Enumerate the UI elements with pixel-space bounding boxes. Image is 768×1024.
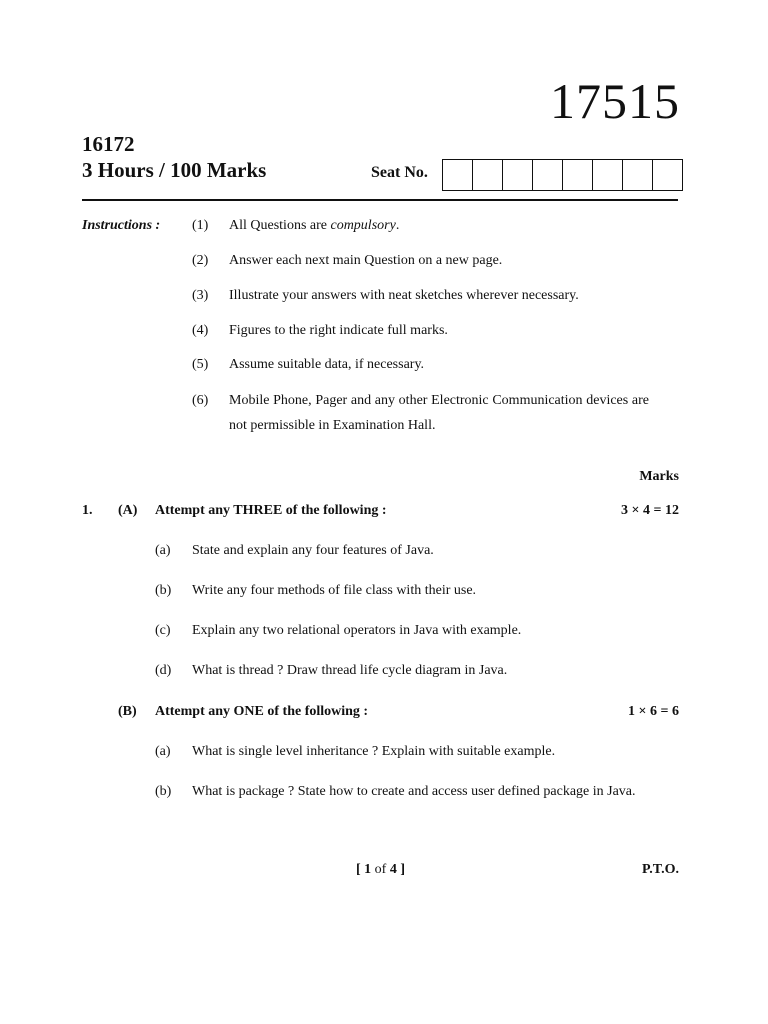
sub-question-label: (b) <box>155 583 172 598</box>
sub-question-text: Write any four methods of file class with their use. <box>192 583 477 598</box>
sub-question-text: State and explain any four features of Java. <box>192 543 434 558</box>
instruction-emphasis: compulsory <box>330 218 396 233</box>
seat-box[interactable] <box>443 160 473 190</box>
sub-question-label: (a) <box>155 543 171 558</box>
total-pages: 4 <box>389 862 397 877</box>
instruction-number: (6) <box>192 393 209 408</box>
seat-box[interactable] <box>653 160 682 190</box>
section-title: Attempt any THREE of the following : <box>155 503 387 518</box>
section-label: (A) <box>118 503 138 518</box>
sub-question-label: (c) <box>155 623 171 638</box>
please-turn-over: P.T.O. <box>642 862 679 877</box>
seat-number-boxes[interactable] <box>442 159 683 191</box>
instruction-number: (2) <box>192 253 209 268</box>
instruction-text: All Questions are compulsory. <box>229 218 400 233</box>
sub-question-text: What is single level inheritance ? Explain with suitable example. <box>192 744 556 759</box>
instruction-text: Figures to the right indicate full marks. <box>229 323 448 338</box>
sub-question-text: Explain any two relational operators in Java with example. <box>192 623 522 638</box>
instruction-text: Answer each next main Question on a new page. <box>229 253 503 268</box>
instruction-text: Illustrate your answers with neat sketches wherever necessary. <box>229 288 579 303</box>
section-marks: 3 × 4 = 12 <box>621 503 679 518</box>
sub-question-label: (d) <box>155 663 172 678</box>
marks-heading: Marks <box>639 469 679 484</box>
page-indicator: [ 1 of 4 ] <box>356 862 406 877</box>
instruction-number: (3) <box>192 288 209 303</box>
instruction-number: (5) <box>192 357 209 372</box>
instructions-label: Instructions : <box>82 218 161 233</box>
section-title: Attempt any ONE of the following : <box>155 704 369 719</box>
seat-box[interactable] <box>593 160 623 190</box>
sub-question-text: What is thread ? Draw thread life cycle diagram in Java. <box>192 663 508 678</box>
sub-question-label: (b) <box>155 784 172 799</box>
seat-box[interactable] <box>473 160 503 190</box>
instruction-number: (4) <box>192 323 209 338</box>
instruction-text: Mobile Phone, Pager and any other Electronic Communication devices are not permissible in Examination Hall. <box>229 393 649 433</box>
section-marks: 1 × 6 = 6 <box>628 704 679 719</box>
section-label: (B) <box>118 704 137 719</box>
seat-box[interactable] <box>563 160 593 190</box>
current-page: 1 <box>364 862 372 877</box>
exam-duration: 3 Hours / 100 Marks <box>82 158 267 182</box>
seat-box[interactable] <box>623 160 653 190</box>
sub-question-label: (a) <box>155 744 171 759</box>
question-number: 1. <box>82 503 93 518</box>
instruction-text: Assume suitable data, if necessary. <box>229 357 425 372</box>
header-divider <box>82 199 678 201</box>
paper-code: 16172 <box>82 132 135 156</box>
sub-question-text: What is package ? State how to create and access user defined package in Java. <box>192 784 636 799</box>
subject-code: 17515 <box>550 73 680 129</box>
seat-number-label: Seat No. <box>371 164 428 181</box>
seat-box[interactable] <box>503 160 533 190</box>
seat-box[interactable] <box>533 160 563 190</box>
instruction-number: (1) <box>192 218 209 233</box>
